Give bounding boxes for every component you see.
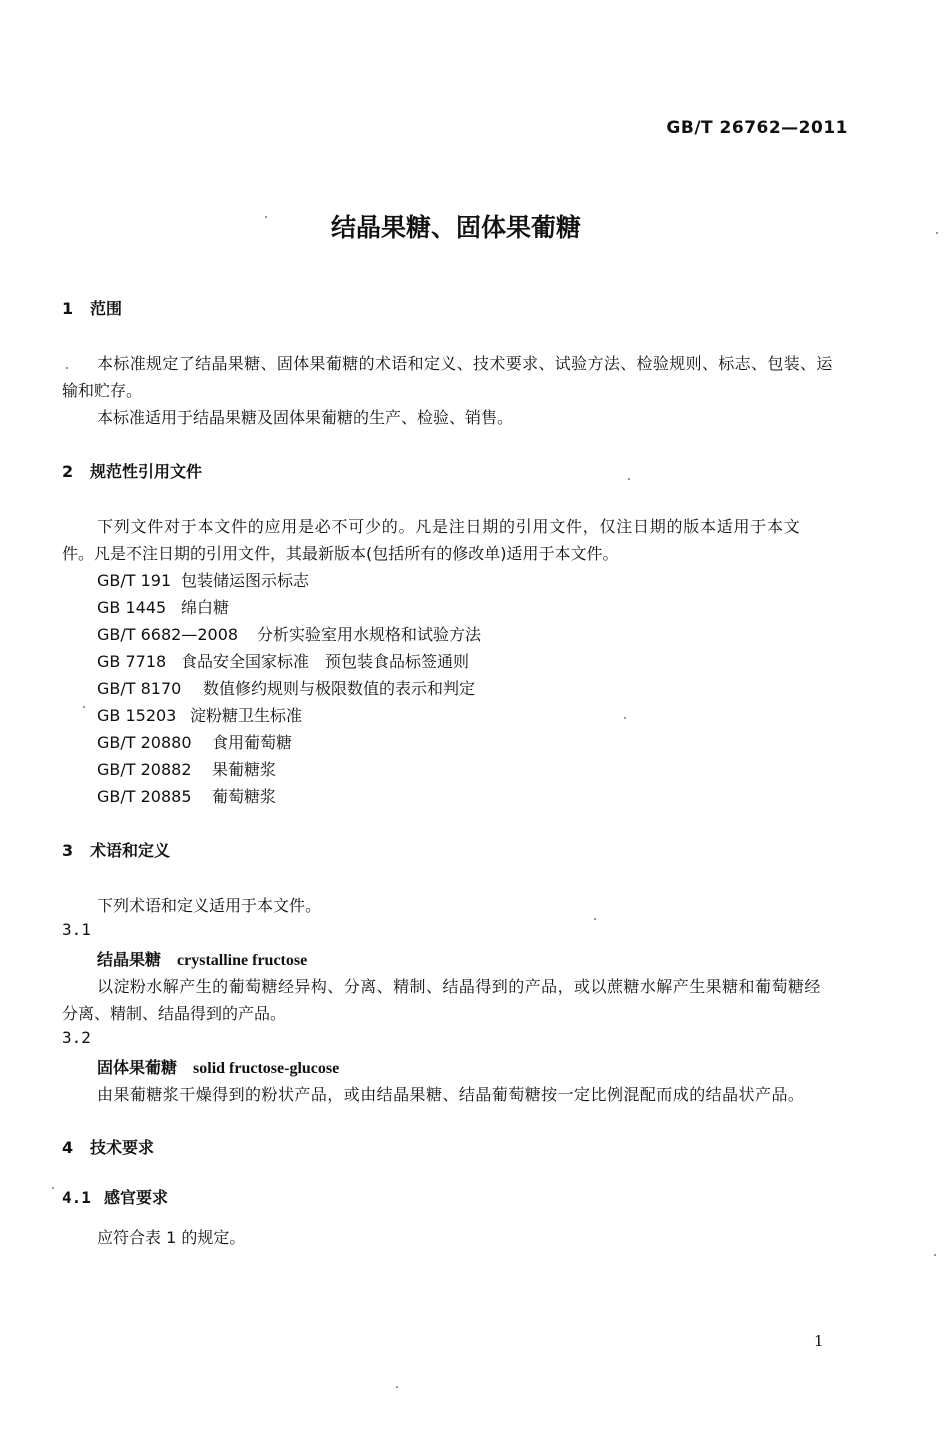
- section-4-heading: [62, 1135, 154, 1158]
- reference-item: [97, 703, 302, 726]
- reference-code: GB 15203: [97, 706, 177, 725]
- section-2-title: 规范性引用文件: [90, 462, 203, 481]
- reference-item: [97, 757, 276, 780]
- reference-code: GB 1445: [97, 598, 167, 617]
- term-3-2-number: 3.2: [62, 1028, 91, 1047]
- section-1-para2: 本标准适用于结晶果糖及固体果葡糖的生产、检验、销售。: [97, 408, 514, 427]
- section-2-heading: [62, 459, 202, 482]
- reference-title: 食用葡萄糖: [212, 733, 293, 752]
- section-4-1-title: 感官要求: [104, 1188, 169, 1207]
- standard-number: GB/T 26762—2011: [666, 118, 848, 138]
- section-3-intro: 下列术语和定义适用于本文件。: [97, 896, 322, 915]
- section-4-title: 技术要求: [90, 1138, 155, 1157]
- reference-code: GB/T 191: [97, 571, 172, 590]
- document-title: 结晶果糖、固体果葡糖: [330, 213, 581, 242]
- section-4-1-number: 4.1: [62, 1188, 91, 1207]
- section-2-number: 2: [62, 462, 74, 481]
- section-3-title: 术语和定义: [90, 841, 171, 860]
- section-1-title: 范围: [90, 299, 123, 318]
- term-3-2: [97, 1055, 339, 1078]
- section-3-heading: [62, 838, 170, 861]
- scan-speck: [624, 717, 626, 719]
- reference-title: 分析实验室用水规格和试验方法: [257, 625, 482, 644]
- scan-speck: [83, 706, 85, 708]
- reference-title: 葡萄糖浆: [212, 787, 277, 806]
- reference-code: GB/T 20882: [97, 760, 192, 779]
- section-1-para1-line2: 输和贮存。: [62, 381, 143, 400]
- scan-speck: [936, 232, 938, 234]
- reference-item: [97, 649, 469, 672]
- section-4-1-heading: [62, 1185, 168, 1208]
- reference-item: [97, 676, 475, 699]
- section-4-number: 4: [62, 1138, 74, 1157]
- term-3-2-cn: 固体果葡糖: [97, 1058, 178, 1077]
- scan-speck: [66, 367, 68, 369]
- reference-item: [97, 568, 309, 591]
- reference-code: GB 7718: [97, 652, 167, 671]
- scan-speck: [52, 1187, 54, 1189]
- reference-item: [97, 622, 481, 645]
- term-3-2-definition: 由果葡糖浆干燥得到的粉状产品，或由结晶果糖、结晶葡萄糖按一定比例混配而成的结晶状产品。: [97, 1085, 805, 1104]
- term-3-1-definition-line2: 分离、精制、结晶得到的产品。: [62, 1004, 287, 1023]
- reference-title: 果葡糖浆: [212, 760, 277, 779]
- reference-title: 绵白糖: [181, 598, 230, 617]
- reference-code: GB/T 6682—2008: [97, 625, 239, 644]
- term-3-1-number: 3.1: [62, 920, 91, 939]
- reference-title: 食品安全国家标准 预包装食品标签通则: [181, 652, 470, 671]
- term-3-2-en: solid fructose-glucose: [193, 1060, 340, 1077]
- term-3-1-en: crystalline fructose: [177, 952, 308, 969]
- scan-speck: [594, 918, 596, 920]
- section-2-intro-line1: 下列文件对于本文件的应用是必不可少的。凡是注日期的引用文件，仅注日期的版本适用于本文: [97, 517, 801, 536]
- scan-speck: [934, 1254, 936, 1256]
- page-number: 1: [814, 1332, 824, 1350]
- section-3-number: 3: [62, 841, 74, 860]
- reference-title: 数值修约规则与极限数值的表示和判定: [203, 679, 476, 698]
- section-1-para1-line1: 本标准规定了结晶果糖、固体果葡糖的术语和定义、技术要求、试验方法、检验规则、标志、包装、运: [97, 354, 833, 373]
- reference-item: [97, 595, 229, 618]
- section-2-intro-line2: 件。凡是不注日期的引用文件，其最新版本(包括所有的修改单)适用于本文件。: [62, 544, 619, 563]
- section-4-1-text: 应符合表 1 的规定。: [97, 1228, 246, 1247]
- reference-code: GB/T 20885: [97, 787, 192, 806]
- term-3-1: [97, 947, 307, 970]
- scan-speck: [265, 216, 267, 218]
- reference-item: [97, 784, 276, 807]
- reference-code: GB/T 20880: [97, 733, 192, 752]
- reference-item: [97, 730, 292, 753]
- scan-speck: [396, 1386, 398, 1388]
- section-1-heading: [62, 296, 122, 319]
- reference-title: 淀粉糖卫生标准: [190, 706, 303, 725]
- term-3-1-definition-line1: 以淀粉水解产生的葡萄糖经异构、分离、精制、结晶得到的产品，或以蔗糖水解产生果糖和葡萄糖经: [97, 977, 821, 996]
- reference-code: GB/T 8170: [97, 679, 182, 698]
- term-3-1-cn: 结晶果糖: [97, 950, 162, 969]
- reference-title: 包装储运图示标志: [181, 571, 310, 590]
- scan-speck: [628, 478, 630, 480]
- section-1-number: 1: [62, 299, 74, 318]
